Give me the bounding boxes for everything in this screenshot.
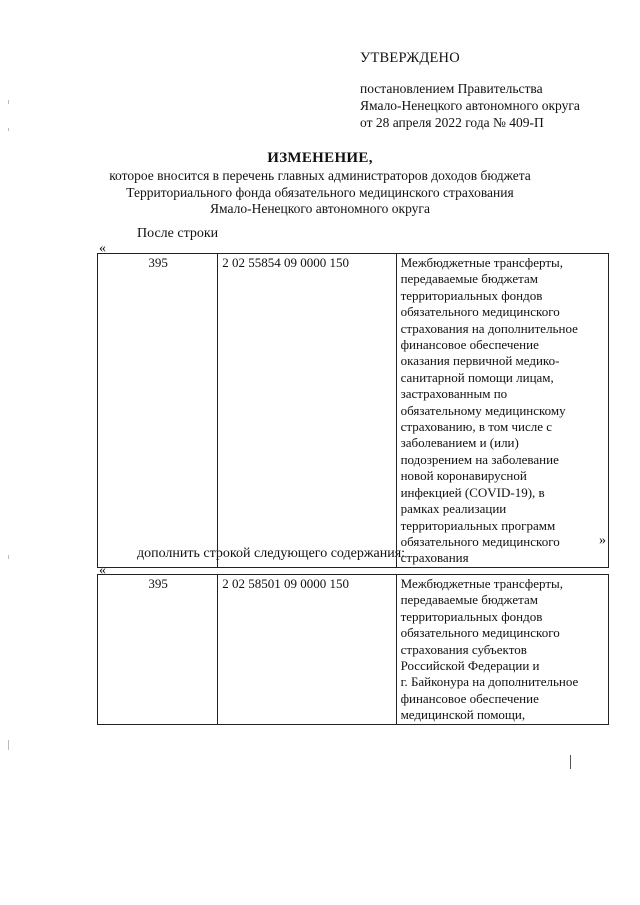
description-line: обязательного медицинского xyxy=(400,533,560,549)
description-line: Российской Федерации и xyxy=(400,658,540,674)
description-line: инфекцией (COVID-19), в xyxy=(400,484,545,500)
description-line: территориальных программ xyxy=(400,517,556,533)
scan-artifact xyxy=(8,555,9,559)
description-line: санитарной помощи лицам, xyxy=(400,369,554,385)
description-line: Межбюджетные трансферты, xyxy=(400,255,563,270)
description-line: подозрением на заболевание xyxy=(400,451,559,467)
description-line: обязательному медицинскому xyxy=(400,402,566,418)
section2-lead: дополнить строкой следующего содержания: xyxy=(137,546,406,561)
scan-artifact xyxy=(8,100,9,104)
approval-line-1: постановлением Правительства xyxy=(360,81,543,96)
description-line: передаваемые бюджетам xyxy=(400,592,538,608)
description-cell xyxy=(396,254,608,568)
description-line: Межбюджетные трансферты, xyxy=(400,576,563,591)
kbk-cell: 2 02 58501 09 0000 150 xyxy=(218,575,396,725)
description-line: новой коронавирусной xyxy=(400,468,527,484)
table-row xyxy=(98,575,609,725)
approval-line-3: от 28 апреля 2022 года № 409-П xyxy=(360,115,544,130)
description-line: страхования субъектов xyxy=(400,641,527,657)
description-line: страхования на дополнительное xyxy=(400,320,578,336)
description-line: передаваемые бюджетам xyxy=(400,271,538,287)
scan-artifact xyxy=(8,128,9,131)
description-line: г. Байконура на дополнительное xyxy=(400,674,579,690)
description-line: финансовое обеспечение xyxy=(400,690,539,706)
admin-code-cell: 395 xyxy=(98,254,218,568)
description-line: финансовое обеспечение xyxy=(400,337,539,353)
scan-artifact xyxy=(570,755,571,769)
section1-open-quote: « xyxy=(99,241,106,256)
description-line: страхования xyxy=(400,550,469,566)
subheading-line-2: Территориального фонда обязательного медицинского страхования xyxy=(126,184,514,200)
admin-code-cell: 395 xyxy=(98,575,218,725)
description-line: медицинской помощи, xyxy=(400,707,526,723)
description-line: оказания первичной медико- xyxy=(400,353,560,369)
description-line: страхованию, в том числе с xyxy=(400,419,552,435)
description-line: заболеванием и (или) xyxy=(400,435,519,451)
description-cell xyxy=(396,575,608,725)
description-line: обязательного медицинского xyxy=(400,625,560,641)
table-row xyxy=(98,254,609,568)
kbk-cell: 2 02 55854 09 0000 150 xyxy=(218,254,396,568)
approval-title: УТВЕРЖДЕНО xyxy=(360,50,460,66)
document-subheading xyxy=(80,168,560,218)
scan-artifact xyxy=(8,740,9,750)
section2-open-quote: « xyxy=(99,563,106,578)
section1-lead: После строки xyxy=(137,226,219,241)
description-line: обязательного медицинского xyxy=(400,304,560,320)
description-line: застрахованным по xyxy=(400,386,508,402)
description-line: территориальных фондов xyxy=(400,608,543,624)
description-line: рамках реализации xyxy=(400,501,507,517)
section1-table xyxy=(97,253,609,568)
subheading-line-1: которое вносится в перечень главных администраторов доходов бюджета xyxy=(109,168,531,183)
approval-line-2: Ямало-Ненецкого автономного округа xyxy=(360,98,580,113)
subheading-line-3: Ямало-Ненецкого автономного округа xyxy=(210,201,430,216)
section2-table xyxy=(97,574,609,725)
document-heading: ИЗМЕНЕНИЕ, xyxy=(267,150,373,166)
description-line: территориальных фондов xyxy=(400,287,543,303)
section1-close-quote: » xyxy=(599,533,606,548)
